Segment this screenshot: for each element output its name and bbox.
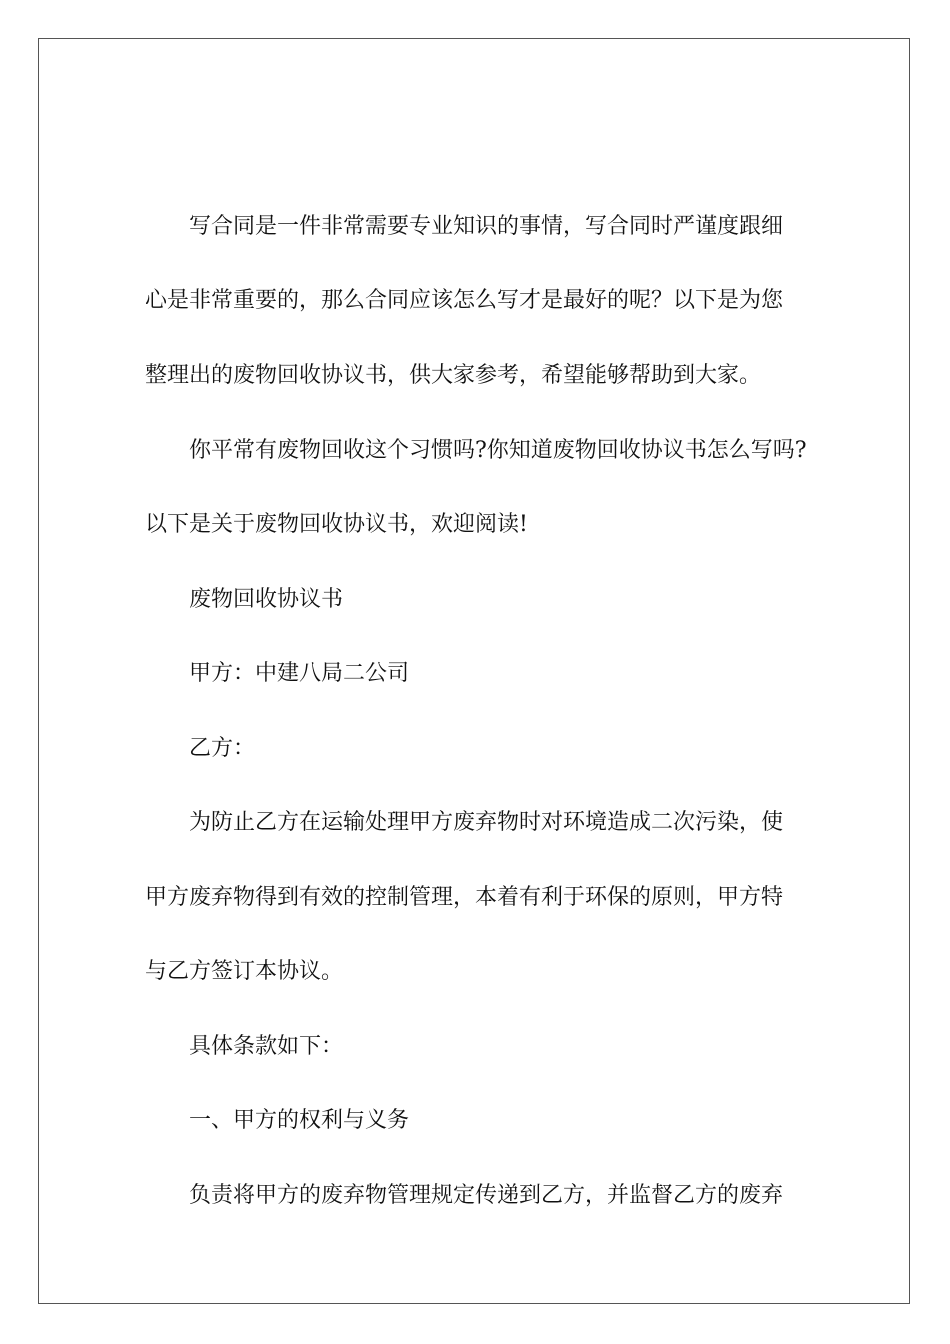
party-b: 乙方： [189,736,256,761]
intro-line-2: 心是非常重要的，那么合同应该怎么写才是最好的呢？以下是为您 [145,288,784,313]
terms-heading: 具体条款如下： [189,1034,344,1059]
body-line-3: 与乙方签订本协议。 [145,959,344,984]
body-line-2: 甲方废弃物得到有效的控制管理，本着有利于环保的原则，甲方特 [145,885,784,910]
intro-line-5: 以下是关于废物回收协议书，欢迎阅读! [145,512,528,537]
section-body-line-1: 负责将甲方的废弃物管理规定传递到乙方，并监督乙方的废弃 [189,1183,784,1208]
party-a: 甲方：中建八局二公司 [189,661,410,686]
intro-line-3: 整理出的废物回收协议书，供大家参考，希望能够帮助到大家。 [145,363,762,388]
intro-line-4: 你平常有废物回收这个习惯吗?你知道废物回收协议书怎么写吗? [189,438,807,463]
section-heading-1: 一、甲方的权利与义务 [189,1108,410,1133]
body-line-1: 为防止乙方在运输处理甲方废弃物时对环境造成二次污染，使 [189,810,784,835]
doc-title: 废物回收协议书 [189,587,344,612]
intro-line-1: 写合同是一件非常需要专业知识的事情，写合同时严谨度跟细 [189,214,784,239]
